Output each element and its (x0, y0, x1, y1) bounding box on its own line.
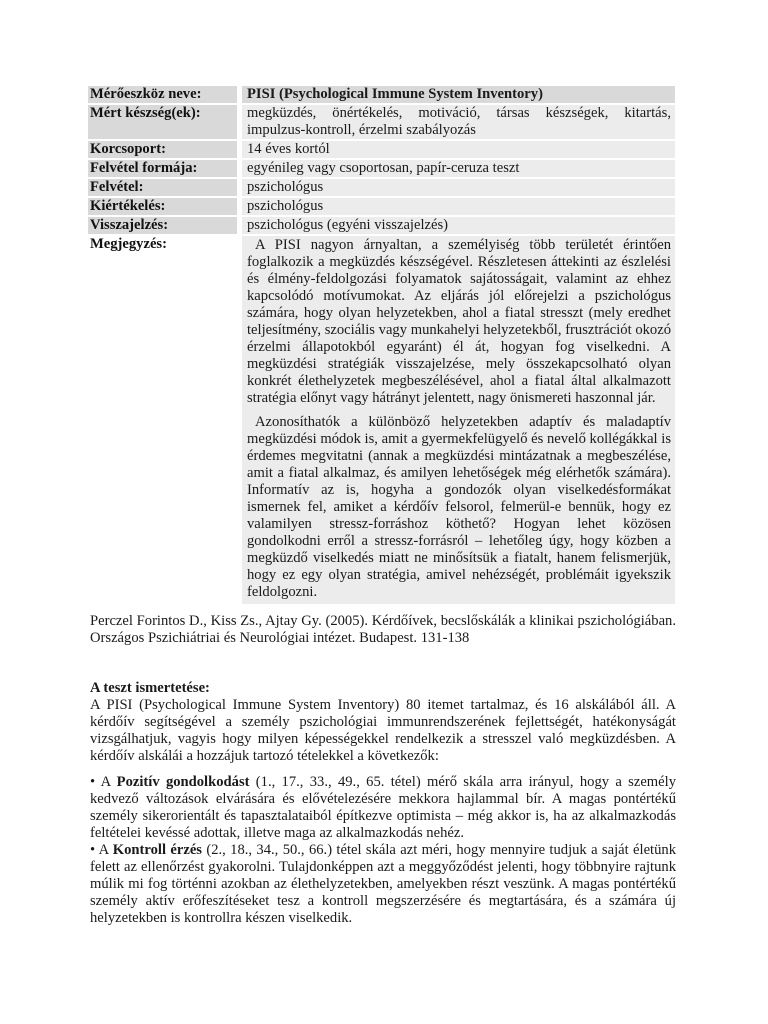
table-row (88, 105, 678, 139)
row-label: Felvétel formája: (88, 160, 237, 177)
table-row-note (88, 236, 678, 604)
row-value: pszichológus (242, 179, 675, 196)
subscale-term: Pozitív gondolkodást (116, 774, 250, 790)
row-label: Megjegyzés: (90, 236, 167, 252)
bullet-prefix: • A (90, 842, 113, 858)
subscale-term: Kontroll érzés (112, 842, 202, 858)
row-value: pszichológus (242, 198, 675, 215)
row-label: Kiértékelés: (88, 198, 237, 215)
row-label: Visszajelzés: (88, 217, 237, 234)
row-label: Mért készség(ek): (88, 105, 237, 139)
subscale-item (90, 842, 676, 927)
row-value: egyénileg vagy csoportosan, papír-ceruza teszt (242, 160, 675, 177)
row-label: Korcsoport: (88, 141, 237, 158)
subscale-text: (2., 18., 34., 50., 66.) tétel skála azt méri, hogy mennyire tudjuk a saját életünk felett az ellenőrzést gyakorolni. Tulajdonképpen azt a meggyőződést jelenti, hogy többnyire rajtunk múlik mi fog történni azokban az élethelyzetekben, amelyekben részt veszünk. A magas pontértékű személy aktív erőfeszítéseket tesz a kontroll megszerzésére és megtartására, és a számára új helyzetekben is kontrollra készen viselkedik. (90, 842, 676, 926)
section-heading: A teszt ismertetése: (90, 680, 210, 696)
reference-citation: Perczel Forintos D., Kiss Zs., Ajtay Gy. (2005). Kérdőívek, becslőskálák a klinikai pszichológiában. Országos Pszichiátriai és Neurológiai intézet. Budapest. 131-138 (90, 613, 676, 646)
instrument-name: PISI (Psychological Immune System Inventory) (242, 86, 675, 103)
note-value (242, 236, 675, 604)
subscale-text: (1., 17., 33., 49., 65. tétel) mérő skála arra irányul, hogy a személy kedvező változások elvárására és elővételezésére mekkora hajlammal bír. A magas pontértékű személy sikerorientált és tapasztalataiból építkezve optimista – még akkor is, ha az alkalmazkodás feltételei kevéssé adottak, illetve maga az alkalmazkodás nehéz. (90, 774, 676, 841)
row-label: Felvétel: (88, 179, 237, 196)
note-paragraph: Azonosíthatók a különböző helyzetekben adaptív és maladaptív megküzdési módok is, amit a gyermekfelügyelő és nevelő kollégákkal is érdemes megvitatni (annak a megküzdési mintázatnak a megbeszélése, amit a fiatal alkalmaz, és amilyen lehetőségek még elérhetők számára). Informatív az is, hogyha a gondozók olyan viselkedésformákat ismernek fel, amiket a kérdőív felsorol, felmerül-e bennük, hogy ez valamilyen stressz-forráshoz köthető? Hogyan lehet közösen gondolkodni erről a stressz-forrásról – lehetőleg úgy, hogy közben a megküzdő viselkedés miatt ne minősítsük a fiatalt, hanem felismerjük, hogy ez egy olyan stratégia, amivel nehézségét, problémáit igyekszik feldolgozni. (247, 414, 671, 600)
row-label: Mérőeszköz neve: (88, 86, 237, 103)
row-value: pszichológus (egyéni visszajelzés) (242, 217, 675, 234)
section-intro: A PISI (Psychological Immune System Inventory) 80 itemet tartalmaz, és 16 alskálából áll. A kérdőív segítségével a személy pszichológiai immunrendszerének fejlettségét, hatékonyságát vizsgálhatjuk, vagyis hogy milyen képességekkel rendelkezik a stresszel való megküzdésben. A kérdőív alskálái a hozzájuk tartozó tételekkel a következők: (90, 697, 676, 764)
subscale-item (90, 774, 676, 842)
row-value: 14 éves kortól (242, 141, 675, 158)
table-row (88, 217, 678, 234)
row-value: megküzdés, önértékelés, motiváció, társas készségek, kitartás, impulzus-kontroll, érzelmi szabályozás (242, 105, 675, 139)
bullet-prefix: • A (90, 774, 117, 790)
info-table (88, 86, 678, 606)
table-row (88, 198, 678, 215)
test-description-section (90, 680, 676, 927)
table-row (88, 86, 678, 103)
table-row (88, 160, 678, 177)
note-paragraph: A PISI nagyon árnyaltan, a személyiség több területét érintően foglalkozik a megküzdés készségével. Részletesen áttekinti az észlelési és élmény-feldolgozási folyamatok sajátosságait, valamint az ehhez kapcsolódó motívumokat. Az eljárás jól előrejelzi a pszichológus számára, hogy olyan helyzetekben, ahol a fiatal stresszt (mely eredhet teljesítmény, szociális vagy munkahelyi helyzetekből, frusztrációt okozó érzelmi állapotokból egyaránt) él át, hogyan fog viselkedni. A megküzdési stratégiák visszajelzése, mely összekapcsolható olyan konkrét élethelyzetek megbeszélésével, ahol a fiatal által alkalmazott stratégia előnyt vagy hátrányt jelentett, nagy önismereti haszonnal jár. (247, 237, 671, 406)
table-row (88, 141, 678, 158)
table-row (88, 179, 678, 196)
